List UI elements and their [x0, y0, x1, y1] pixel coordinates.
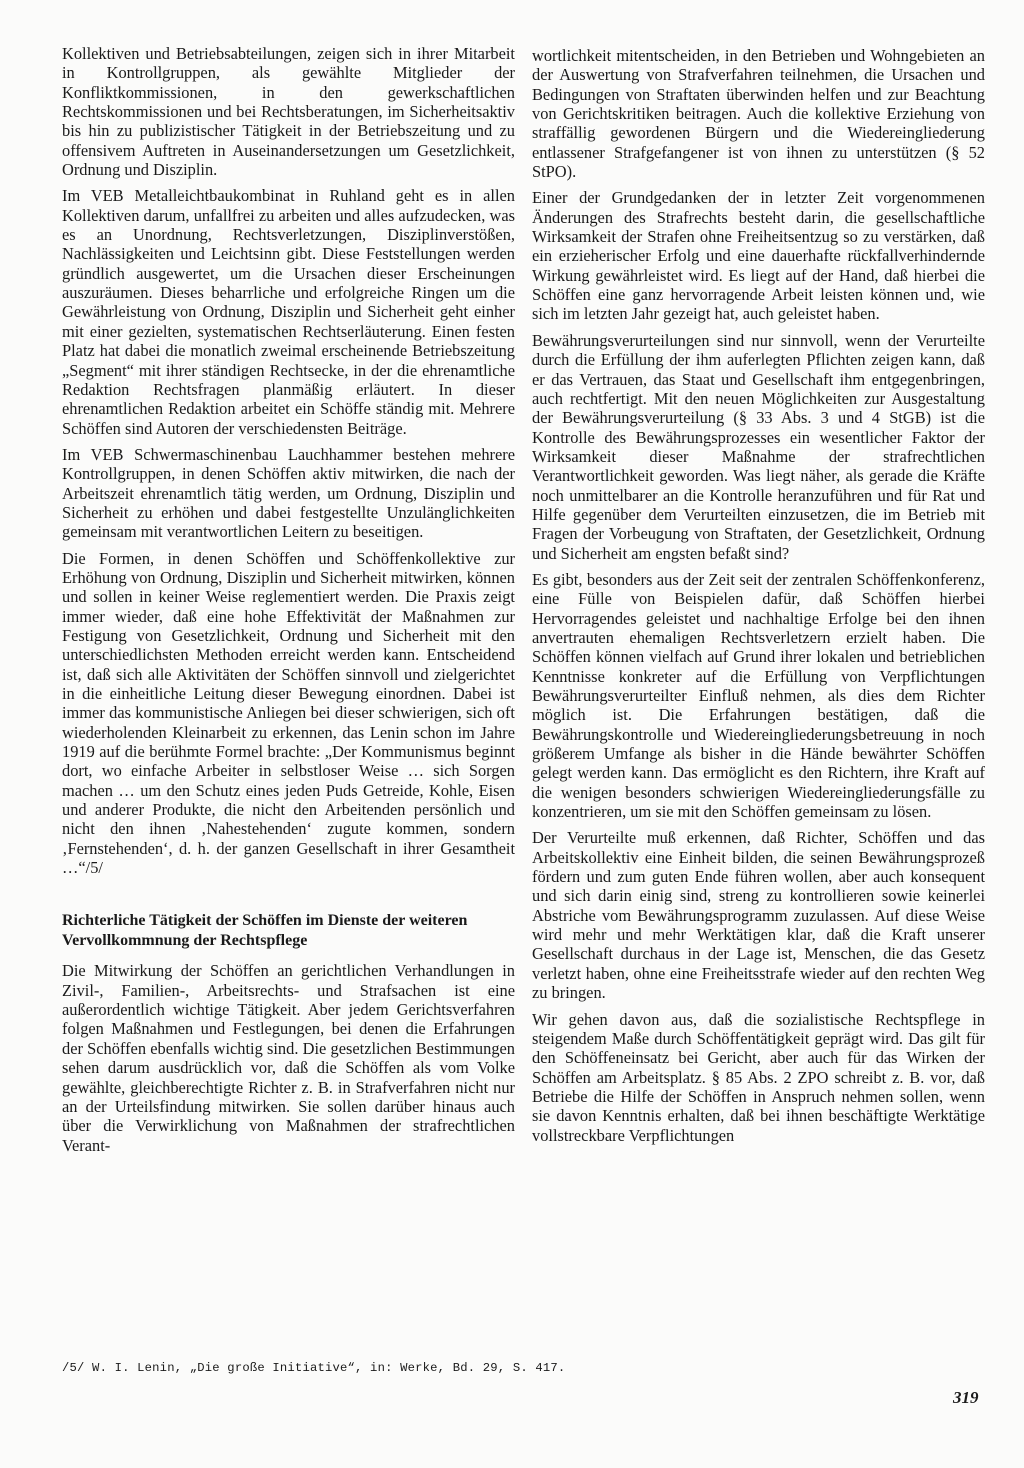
paragraph: Einer der Grundgedanken der in letzter Zeit vorgenommenen Änderungen des Strafrechts besteht darin, die gesellschaftliche Wirksamkeit der Strafen ohne Freiheitsentzug so zu verstärken, daß ein erzieherischer Erfolg und eine dauerhafte rückfallverhindernde Wirkung gewährleistet wird. Es liegt auf der Hand, daß hierbei die Schöffen eine ganz hervorragende Arbeit leisten können und, wie sich im letzten Jahr gezeigt hat, auch geleistet haben. [532, 188, 985, 324]
paragraph: Der Verurteilte muß erkennen, daß Richter, Schöffen und das Arbeitskollektiv eine Einheit bilden, die seinen Bewährungsprozeß fördern und zum guten Ende führen wollen, aber auch konsequent und sich darin einig sind, streng zu kontrollieren sowie keinerlei Abstriche vom Bewährungsprogramm zuzulassen. Auf diese Weise wird mehr und mehr Werktätigen klar, daß die Kraft unserer Gesellschaft durchaus in der Lage ist, Menschen, die das Gesetz verletzt haben, ohne eine Freiheitsstrafe wieder auf den rechten Weg zu bringen. [532, 828, 985, 1003]
paragraph: Wir gehen davon aus, daß die sozialistische Rechtspflege in steigendem Maße durch Schöffentätigkeit geprägt wird. Das gilt für den Schöffeneinsatz bei Gericht, aber auch für das Wirken der Schöffen am Arbeitsplatz. § 85 Abs. 2 ZPO schreibt z. B. vor, daß Betriebe die Hilfe der Schöffen in Anspruch nehmen sollen, wenn sie davon Kenntnis erhalten, daß bei ihnen beschäftigte Werktätige vollstreckbare Verpflichtungen [532, 1009, 985, 1145]
paragraph: Kollektiven und Betriebsabteilungen, zeigen sich in ihrer Mitarbeit in Kontrollgruppen, als gewählte Mitglieder der Konfliktkommissionen, in den gewerkschaftlichen Rechtskommissionen und bei Rechtsberatungen, im Sicherheitsaktiv bis hin zu publizistischer Tätigkeit in der Betriebszeitung und zu offensivem Auftreten in Auseinandersetzungen um Gesetzlichkeit, Ordnung und Disziplin. [62, 44, 515, 180]
page-number: 319 [953, 1388, 979, 1407]
paragraph: Im VEB Metalleichtbaukombinat in Ruhland geht es in allen Kollektiven darum, unfallfrei zu arbeiten und alles aufzudecken, was es an Unordnung, Rechtsverletzungen, Disziplinverstößen, Nachlässigkeiten und Leichtsinn gibt. Diese Feststellungen werden gründlich ausgewertet, um die Ursachen dieser Erscheinungen auszuräumen. Dieses beharrliche und erfolgreiche Ringen um die Gewährleistung von Ordnung, Disziplin und Sicherheit geht einher mit einer gezielten, systematischen Rechtserläuterung. Einen festen Platz hat dabei die monatlich zweimal erscheinende Betriebszeitung „Segment“ mit ihrer ständigen Rechtsecke, in der die ehrenamtliche Redaktion Rechtsfragen planmäßig erläutert. In dieser ehrenamtlichen Redaktion arbeitet ein Schöffe ständig mit. Mehrere Schöffen sind Autoren der verschiedensten Beiträge. [62, 186, 515, 438]
paragraph: Die Formen, in denen Schöffen und Schöffenkollektive zur Erhöhung von Ordnung, Disziplin und Sicherheit mitwirken, können und sollen in keiner Weise reglementiert werden. Die Praxis zeigt immer wieder, daß eine hohe Effektivität der Maßnahmen zur Festigung von Gesetzlichkeit, Ordnung und Sicherheit mit den unterschiedlichsten Methoden erreicht werden kann. Entscheidend ist, daß sich alle Aktivitäten der Schöffen sinnvoll und zielgerichtet in die einheitliche Leitung dieser Bewegung einordnen. Dabei ist immer das kommunistische Anliegen bei dieser schwierigen, sich oft wiederholenden Kleinarbeit zu erkennen, das Lenin schon im Jahre 1919 auf die berühmte Formel brachte: „Der Kommunismus beginnt dort, wo einfache Arbeiter in selbstloser Weise … sich Sorgen machen … um den Schutz eines jeden Puds Getreide, Kohle, Eisen und anderer Produkte, die nicht den Arbeitenden persönlich und nicht den ihnen ‚Nahestehenden‘ zugute kommen, sondern ‚Fernstehenden‘, d. h. der ganzen Gesellschaft in ihrer Gesamtheit …“/5/ [62, 548, 515, 878]
paragraph: Bewährungsverurteilungen sind nur sinnvoll, wenn der Verurteilte durch die Erfüllung der ihm auferlegten Pflichten zeigen kann, daß er das Vertrauen, das Staat und Gesellschaft ihm entgegenbringen, auch rechtfertigt. Mit den neuen Möglichkeiten zur Ausgestaltung der Bewährungsverurteilung (§ 33 Abs. 3 und 4 StGB) ist die Kontrolle des Bewährungsprozesses ein wesentlicher Faktor der Wirksamkeit dieser Maßnahme der strafrechtlichen Verantwortlichkeit geworden. Was liegt näher, als gerade die Kräfte noch unmittelbarer an die Kontrolle heranzuführen und für Rat und Hilfe gegenüber dem Verurteilten einzusetzen, die im Betrieb mit Fragen der Vorbeugung von Straftaten, der Gesetzlichkeit, Ordnung und Sicherheit am engsten befaßt sind? [532, 330, 985, 563]
right-column [532, 46, 985, 1152]
left-column [62, 44, 515, 1162]
footnote: /5/ W. I. Lenin, „Die große Initiative“, in: Werke, Bd. 29, S. 417. [62, 1361, 566, 1375]
paragraph: Die Mitwirkung der Schöffen an gerichtlichen Verhandlungen in Zivil-, Familien-, Arbeitsrechts- und Strafsachen ist eine außerordentlich wichtige Tätigkeit. Aber jedem Gerichtsverfahren folgen Maßnahmen und Festlegungen, bei denen die Erfahrungen der Schöffen ebenfalls wichtig sind. Die gesetzlichen Bestimmungen sehen darum ausdrücklich vor, daß die Schöffen als vom Volke gewählte, gleichberechtigte Richter z. B. in Strafverfahren nicht nur an der Urteilsfindung mitwirken. Sie sollen darüber hinaus auch über die Verwirklichung von Maßnahmen der strafrechtlichen Verant- [62, 961, 515, 1155]
section-heading: Richterliche Tätigkeit der Schöffen im Dienste der weiteren Vervollkommnung der Rechtspflege [62, 912, 468, 950]
paragraph: Es gibt, besonders aus der Zeit seit der zentralen Schöffenkonferenz, eine Fülle von Beispielen dafür, daß Schöffen hierbei Hervorragendes geleistet und nachhaltige Erfolge bei den ihnen anvertrauten ehemaligen Rechtsverletzern erzielt haben. Die Schöffen können vielfach auf Grund ihrer lokalen und betrieblichen Kenntnisse konkreter auf die Erfüllung von Verpflichtungen Bewährungsverurteilter Einfluß nehmen, als dies dem Richter möglich ist. Die Erfahrungen bestätigen, daß die Bewährungskontrolle und Wiedereingliederungsbetreuung in noch größerem Umfange als bisher in die Hände bewährter Schöffen gelegt werden kann. Das ermöglicht es den Richtern, ihre Kraft auf die wenigen besonders schwierigen Wiedereingliederungsfälle zu konzentrieren, um sie mit den Schöffen gemeinsam zu lösen. [532, 569, 985, 822]
paragraph: Im VEB Schwermaschinenbau Lauchhammer bestehen mehrere Kontrollgruppen, in denen Schöffen aktiv mitwirken, die nach der Arbeitszeit ehrenamtlich tätig werden, um Ordnung, Disziplin und Sicherheit zu erhöhen und dabei festgestellte Unzulänglichkeiten gemeinsam mit verantwortlichen Leitern zu beseitigen. [62, 444, 515, 542]
paragraph: wortlichkeit mitentscheiden, in den Betrieben und Wohngebieten an der Auswertung von Strafverfahren teilnehmen, die Ursachen und Bedingungen von Straftaten überwinden helfen und zur Beachtung von Gerichtskritiken beitragen. Auch die kollektive Erziehung von straffällig gewordenen Bürgern und die Wiedereingliederung entlassener Strafgefangener ist von ihnen zu unterstützen (§ 52 StPO). [532, 46, 985, 182]
